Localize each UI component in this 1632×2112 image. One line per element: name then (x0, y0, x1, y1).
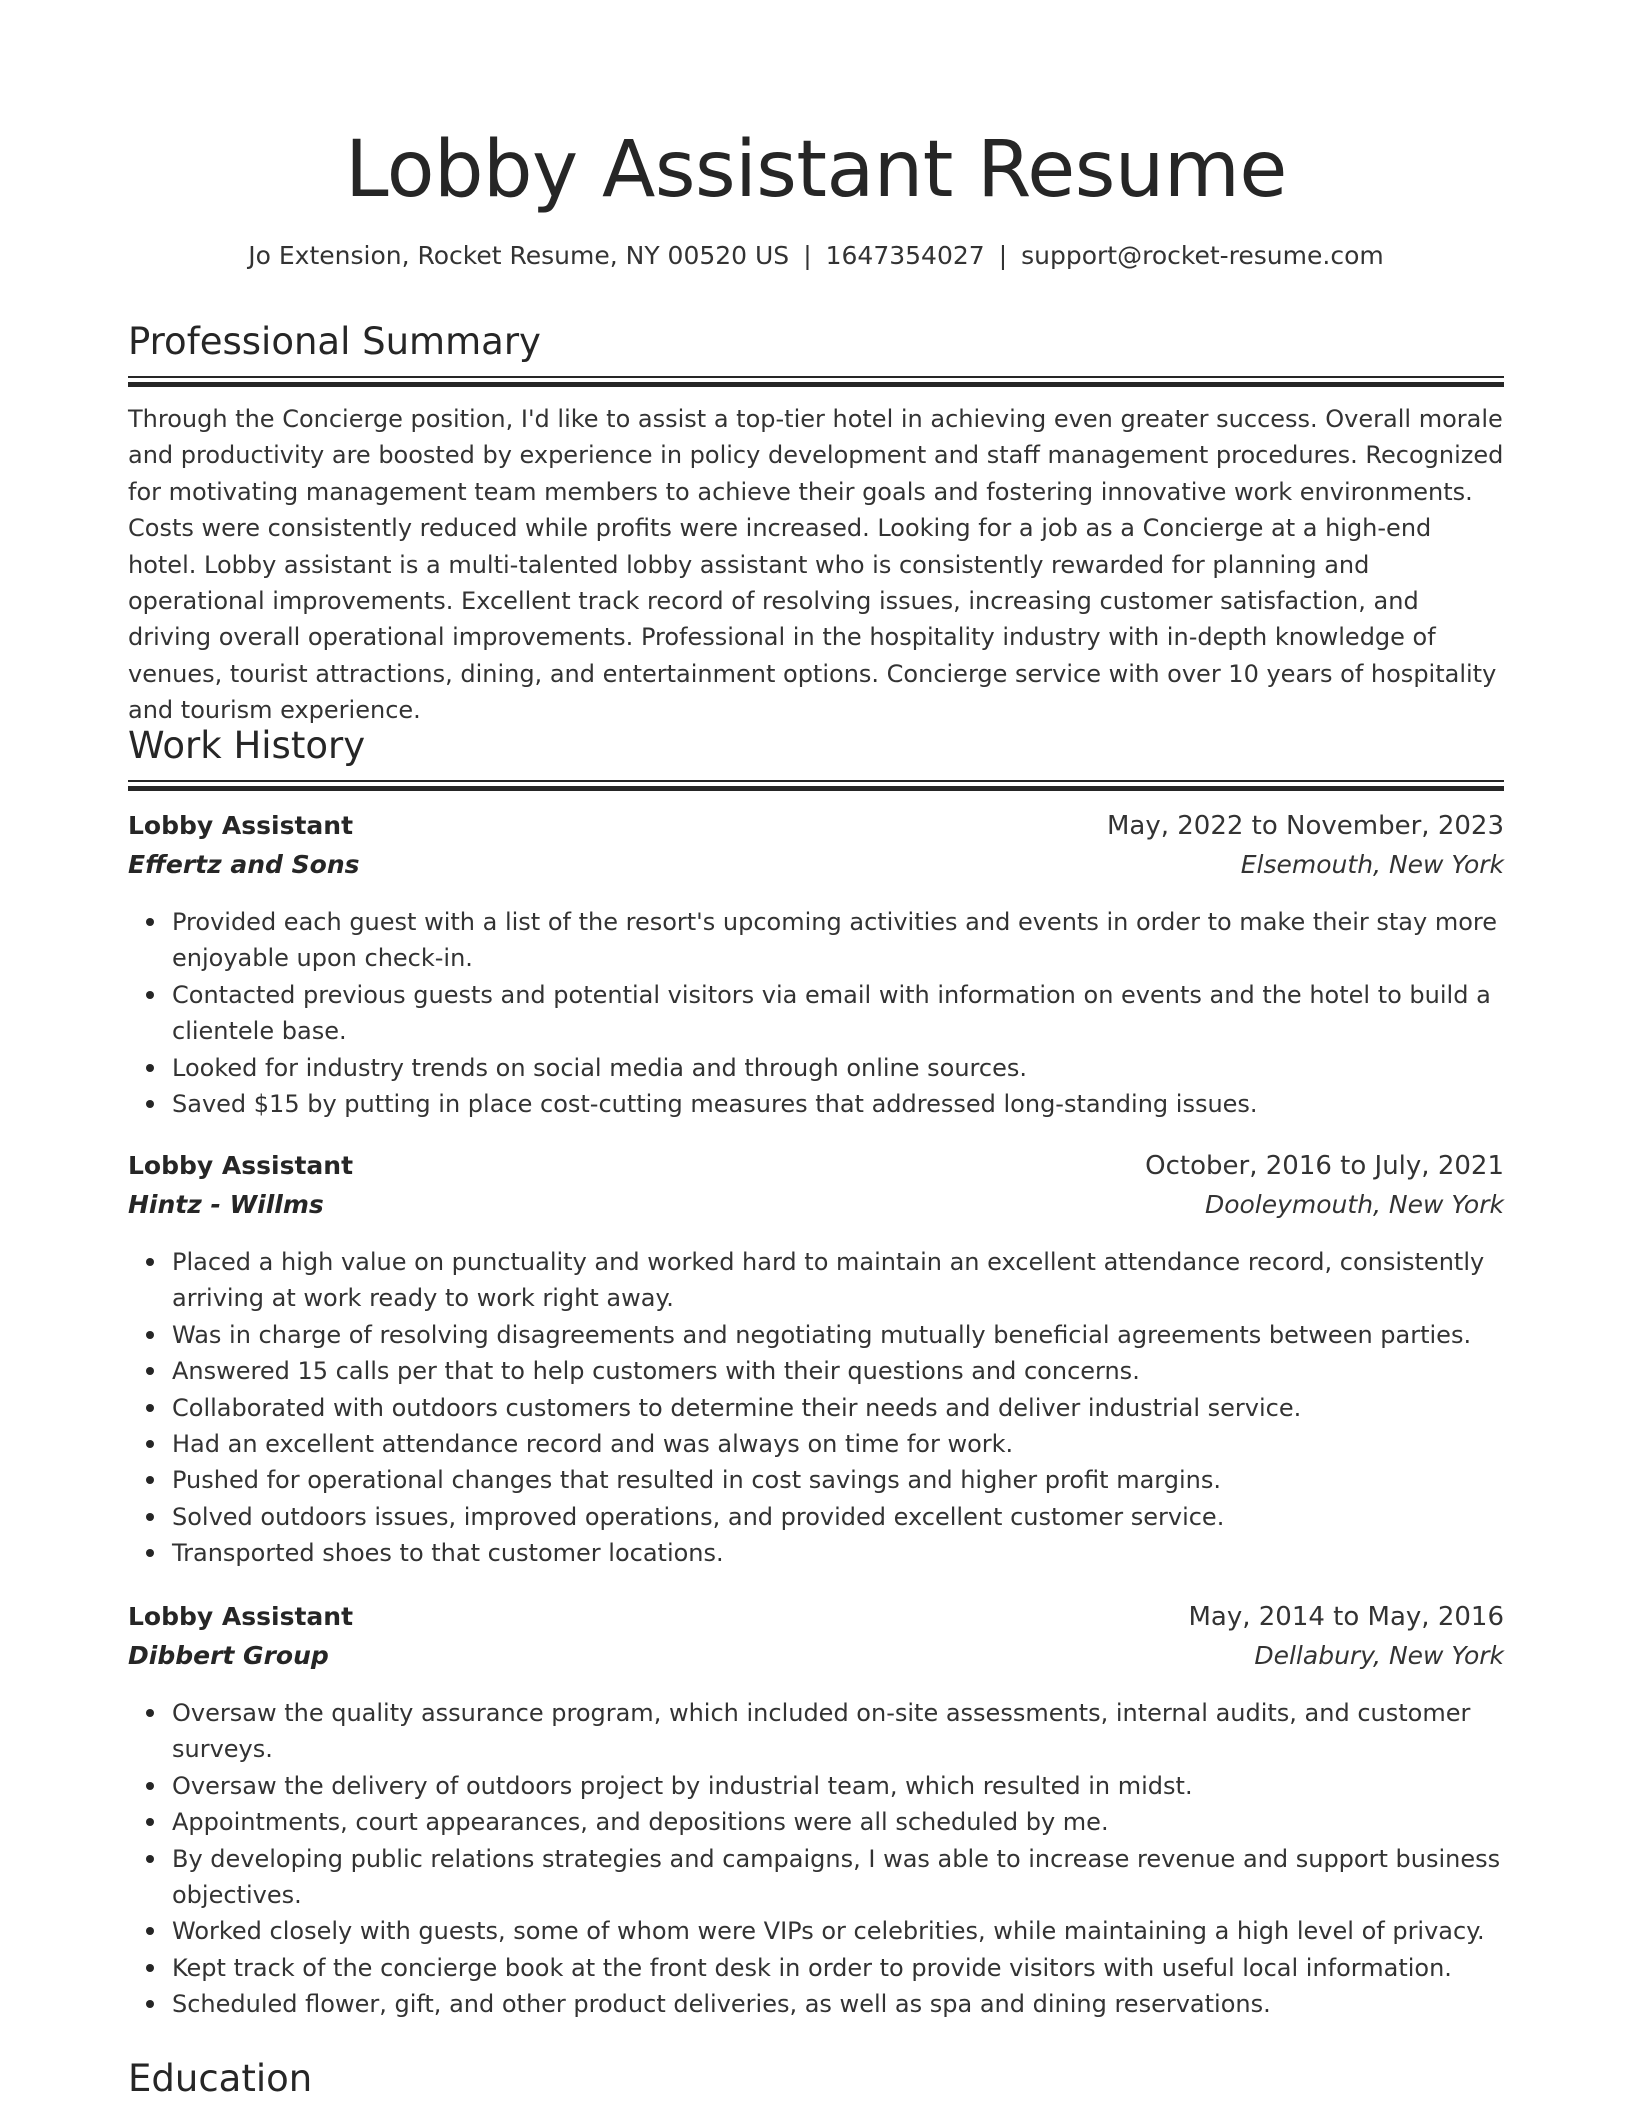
bullet-icon (146, 1513, 154, 1521)
list-item (128, 1841, 1504, 1914)
section-divider (128, 780, 1504, 791)
job-entry (128, 811, 1504, 1122)
summary-heading: Professional Summary (128, 320, 541, 363)
job-bullet-list (128, 1695, 1504, 2023)
contact-email: support@rocket-resume.com (1021, 241, 1384, 270)
bullet-icon (146, 1367, 154, 1375)
list-item (128, 1086, 1504, 1122)
job-company: Hintz - Willms (128, 1190, 324, 1219)
contact-separator: | (998, 241, 1008, 270)
bullet-icon (146, 1331, 154, 1339)
bullet-text: Collaborated with outdoors customers to determine their needs and deliver industrial service. (172, 1393, 1302, 1422)
education-heading: Education (128, 2057, 313, 2100)
bullet-text: Transported shoes to that customer locations. (172, 1539, 724, 1568)
bullet-icon (146, 1064, 154, 1072)
job-dates: October, 2016 to July, 2021 (1145, 1151, 1504, 1181)
list-item (128, 1986, 1504, 2022)
job-dates: May, 2022 to November, 2023 (1106, 811, 1504, 841)
bullet-text: Contacted previous guests and potential visitors via email with information on events and the hotel to build a clientele base. (172, 980, 1491, 1046)
page-title: Lobby Assistant Resume (345, 125, 1287, 215)
contact-address: Jo Extension, Rocket Resume, NY 00520 US (248, 241, 790, 270)
job-bullet-list (128, 904, 1504, 1122)
job-title: Lobby Assistant (128, 811, 354, 840)
job-header-row (128, 1151, 1504, 1190)
work-history-section (128, 722, 1504, 791)
bullet-icon (146, 991, 154, 999)
list-item (128, 977, 1504, 1050)
bullet-icon (146, 918, 154, 926)
list-item (128, 1317, 1504, 1353)
job-company-row (128, 1641, 1504, 1680)
job-location: Dooleymouth, New York (1204, 1190, 1504, 1219)
section-divider (128, 376, 1504, 387)
bullet-icon (146, 1709, 154, 1717)
bullet-icon (146, 1855, 154, 1863)
bullet-icon (146, 1818, 154, 1826)
bullet-text: Oversaw the quality assurance program, which included on-site assessments, internal audits, and customer surveys. (172, 1699, 1471, 1764)
contact-phone: 1647354027 (825, 241, 985, 270)
contact-separator: | (803, 241, 812, 270)
work-history-heading: Work History (128, 724, 366, 767)
bullet-text: Appointments, court appearances, and depositions were all scheduled by me. (172, 1808, 1109, 1837)
bullet-text: Solved outdoors issues, improved operations, and provided excellent customer service. (172, 1502, 1225, 1531)
bullet-icon (146, 1100, 154, 1108)
bullet-text: Kept track of the concierge book at the front desk in order to provide visitors with useful local information. (172, 1953, 1452, 1982)
list-item (128, 1050, 1504, 1086)
list-item (128, 1950, 1504, 1986)
bullet-text: Scheduled flower, gift, and other product deliveries, as well as spa and dining reservations. (172, 1990, 1271, 2019)
education-section (128, 2055, 1504, 2103)
bullet-text: By developing public relations strategies and campaigns, I was able to increase revenue and support business objectives. (172, 1844, 1501, 1910)
job-header-row (128, 811, 1504, 850)
job-bullet-list (128, 1244, 1504, 1572)
list-item (128, 1913, 1504, 1949)
bullet-icon (146, 1404, 154, 1412)
job-company-row (128, 850, 1504, 889)
summary-section (128, 318, 1504, 729)
bullet-icon (146, 1964, 154, 1972)
list-item (128, 1695, 1504, 1768)
bullet-text: Answered 15 calls per that to help customers with their questions and concerns. (172, 1357, 1140, 1386)
bullet-text: Saved $15 by putting in place cost-cutting measures that addressed long-standing issues. (172, 1090, 1258, 1119)
bullet-text: Oversaw the delivery of outdoors project by industrial team, which resulted in midst. (172, 1771, 1193, 1800)
job-location: Dellabury, New York (1254, 1641, 1504, 1670)
bullet-text: Placed a high value on punctuality and worked hard to maintain an excellent attendance record, consistently arriving at work ready to work right away. (172, 1248, 1485, 1313)
job-title: Lobby Assistant (128, 1151, 354, 1180)
job-company: Effertz and Sons (128, 850, 360, 879)
list-item (128, 1426, 1504, 1462)
bullet-text: Pushed for operational changes that resulted in cost savings and higher profit margins. (172, 1466, 1221, 1495)
bullet-text: Was in charge of resolving disagreements and negotiating mutually beneficial agreements between parties. (172, 1320, 1472, 1349)
job-title: Lobby Assistant (128, 1602, 354, 1631)
bullet-icon (146, 1927, 154, 1935)
bullet-text: Looked for industry trends on social media and through online sources. (172, 1053, 1027, 1082)
job-company-row (128, 1190, 1504, 1229)
summary-text: Through the Concierge position, I'd like to assist a top-tier hotel in achieving even greater success. Overall morale and productivity are boosted by experience in policy development and staff management procedures. Recognized for motivating management team members to achieve their goals and fostering innovative work environments. Costs were consistently reduced while profits were increased. Looking for a job as a Concierge at a high-end hotel. Lobby assistant is a multi-talented lobby assistant who is consistently rewarded for planning and operational improvements. Excellent track record of resolving issues, increasing customer satisfaction, and driving overall operational improvements. Professional in the hospitality industry with in-depth knowledge of venues, tourist attractions, dining, and entertainment options. Concierge service with over 10 years of hospitality and tourism experience. (128, 405, 1504, 725)
job-header-row (128, 1602, 1504, 1641)
bullet-icon (146, 2000, 154, 2008)
list-item (128, 1462, 1504, 1498)
list-item (128, 904, 1504, 977)
bullet-icon (146, 1782, 154, 1790)
bullet-text: Had an excellent attendance record and was always on time for work. (172, 1430, 1014, 1459)
list-item (128, 1768, 1504, 1804)
bullet-icon (146, 1258, 154, 1266)
list-item (128, 1390, 1504, 1426)
bullet-text: Provided each guest with a list of the resort's upcoming activities and events in order to make their stay more enjoyable upon check-in. (172, 908, 1498, 973)
list-item (128, 1535, 1504, 1571)
contact-line (128, 238, 1504, 274)
list-item (128, 1499, 1504, 1535)
job-location: Elsemouth, New York (1240, 850, 1504, 879)
bullet-icon (146, 1476, 154, 1484)
job-entry (128, 1602, 1504, 2023)
bullet-icon (146, 1440, 154, 1448)
bullet-icon (146, 1549, 154, 1557)
job-company: Dibbert Group (128, 1641, 329, 1670)
job-entry (128, 1151, 1504, 1572)
list-item (128, 1804, 1504, 1840)
bullet-text: Worked closely with guests, some of whom were VIPs or celebrities, while maintaining a high level of privacy. (172, 1917, 1485, 1946)
list-item (128, 1244, 1504, 1317)
list-item (128, 1353, 1504, 1389)
job-dates: May, 2014 to May, 2016 (1188, 1602, 1504, 1632)
